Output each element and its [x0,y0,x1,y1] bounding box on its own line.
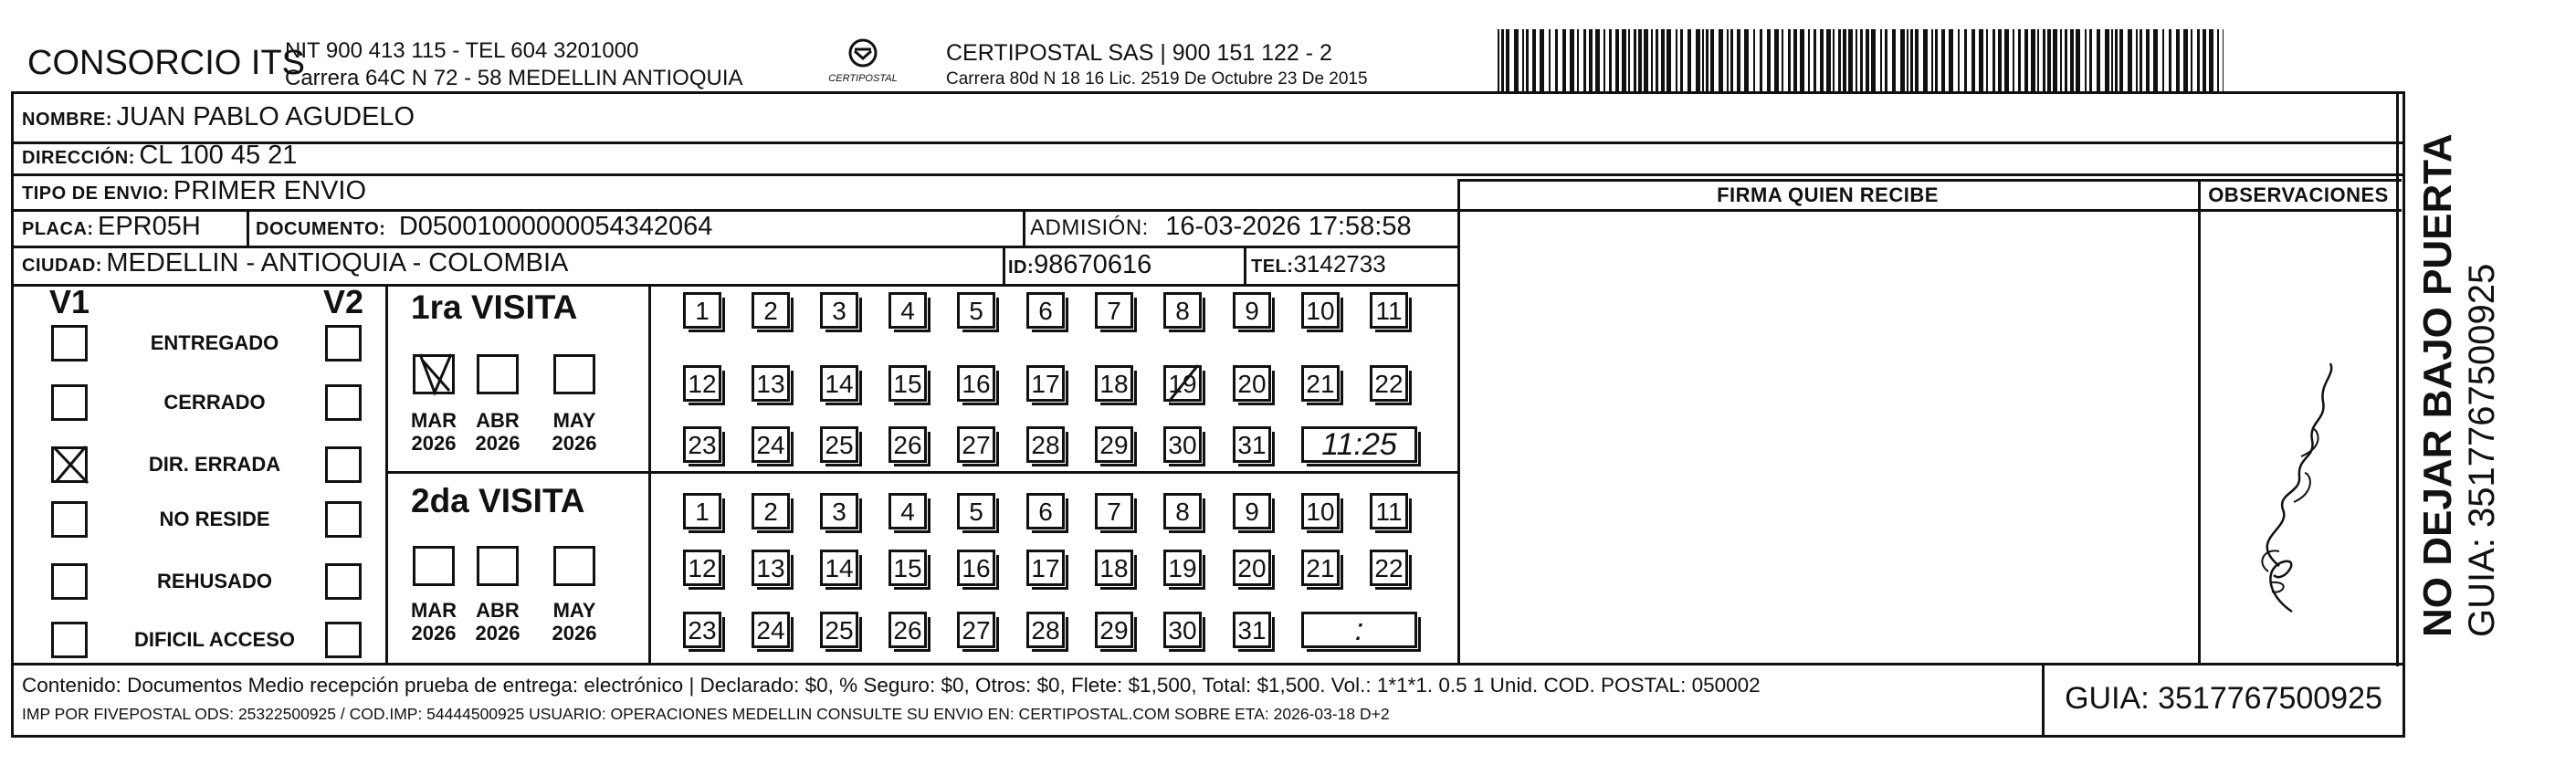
visit1-day-box[interactable]: 18 [1095,365,1133,402]
side-text [2415,89,2525,637]
v1-checkbox[interactable] [51,563,88,600]
v2-label: V2 [323,283,364,320]
visit2-day-box[interactable]: 12 [683,550,721,586]
v2-checkbox[interactable] [325,563,362,600]
visit1-day-box[interactable]: 28 [1026,426,1065,463]
visit1-day-box[interactable]: 27 [957,426,995,463]
id-value: 98670616 [1034,250,1152,279]
placa-divider [247,209,249,246]
visit1-day-box[interactable]: 12 [683,365,721,402]
check-mark-icon [46,439,97,495]
admision-label: ADMISIÓN: [1030,215,1149,240]
visit1-day-box[interactable]: 7 [1095,292,1133,329]
visit1-day-box[interactable]: 6 [1026,292,1065,329]
visit1-day-box[interactable]: 17 [1026,365,1065,402]
v1-label: V1 [49,283,90,320]
side-warning: NO DEJAR BAJO PUERTA [2415,133,2460,637]
v2-checkbox[interactable] [325,384,362,421]
visit1-time-box[interactable]: 11:25 [1301,426,1417,463]
imp-text: IMP POR FIVEPOSTAL ODS: 25322500925 / COD.IMP: 54444500925 USUARIO: OPERACIONES MEDELLIN CONSULTE SU ENVIO EN: CERTIPOSTAL.COM SOBRE ETA: 2026-03-18 D+2 [22,705,1390,723]
visit2-day-box[interactable]: 10 [1301,493,1340,529]
carrier-address: Carrera 80d N 18 16 Lic. 2519 De Octubre 23 De 2015 [946,69,1368,89]
visit1-day-box[interactable]: 19 [1163,365,1202,402]
signature-left-border [1457,179,1460,665]
visit2-month-label [402,599,466,644]
row-divider [11,141,2405,144]
visit2-day-box[interactable]: 29 [1095,612,1133,648]
status-label: DIFICIL ACCESO [133,628,295,651]
barcode [1498,29,2224,93]
side-guia: GUIA: 3517767500925 [2462,263,2502,637]
v2-checkbox[interactable] [325,446,362,483]
month-year: 2026 [411,432,457,455]
v1-checkbox[interactable] [51,501,88,538]
visit1-day-box[interactable]: 22 [1370,365,1408,402]
v2-checkbox[interactable] [325,622,362,658]
status-label: NO RESIDE [159,508,270,530]
ciudad-row [22,248,568,278]
visit1-day-box[interactable]: 8 [1163,292,1202,329]
visit1-month-label [402,409,466,455]
placa-value: EPR05H [98,212,201,241]
documento-label: DOCUMENTO: [256,219,386,239]
id-label: ID: [1008,257,1035,278]
documento-value: D05001000000054342064 [398,212,713,241]
month-year: 2026 [475,432,520,455]
visit2-day-box[interactable]: 5 [957,493,995,529]
carrier-name: CERTIPOSTAL SAS | 900 151 122 - 2 [946,40,1332,66]
direccion-row [22,141,297,171]
visit2-day-box[interactable]: 22 [1370,550,1408,586]
visit2-day-box[interactable]: 15 [888,550,927,586]
visit1-month-label [466,409,530,455]
visit1-day-box[interactable]: 16 [957,365,995,402]
firma-header: FIRMA QUIEN RECIBE [1717,183,1939,206]
visit1-day-box[interactable]: 24 [752,426,790,463]
visit2-day-box[interactable]: 28 [1026,612,1065,648]
month-year: 2026 [552,622,597,644]
ciudad-label: CIUDAD: [22,256,102,276]
visit2-time-box[interactable]: : [1301,612,1417,648]
obs-left-border [2198,179,2201,665]
tel-row [1251,250,1386,278]
id-divider [1003,246,1005,284]
placa-row [22,212,201,242]
company-name: CONSORCIO ITS [27,44,306,82]
visit2-month-checkbox[interactable] [413,546,455,586]
v1-checkbox[interactable] [51,325,88,362]
visit1-day-box[interactable]: 9 [1233,292,1271,329]
visit2-month-label [466,599,530,644]
visit2-day-box[interactable]: 6 [1026,493,1065,529]
visit2-day-box[interactable]: 3 [820,493,858,529]
month-name: MAR [410,599,457,622]
visit1-day-box[interactable]: 13 [752,365,790,402]
observaciones-header: OBSERVACIONES [2208,183,2389,206]
certipostal-logo [822,37,904,91]
visit2-day-box[interactable]: 17 [1026,550,1065,586]
visit1-day-box[interactable]: 15 [888,365,927,402]
id-row [1008,250,1151,280]
tel-divider [1244,246,1246,284]
month-year: 2026 [411,622,457,644]
visit2-day-box[interactable]: 27 [957,612,995,648]
visit1-month-label [542,409,606,455]
visit1-day-box[interactable]: 5 [957,292,995,329]
visit2-day-box[interactable]: 1 [683,493,721,529]
visit1-day-box[interactable]: 11 [1370,292,1408,329]
month-name: ABR [476,599,520,622]
nombre-row [22,102,415,132]
visit1-day-box[interactable]: 4 [888,292,927,329]
visit2-day-box[interactable]: 19 [1163,550,1202,586]
row-divider [11,173,2405,176]
tipo-label: TIPO DE ENVIO: [22,183,170,204]
visit1-month-checkbox[interactable] [553,354,595,394]
direccion-label: DIRECCIÓN: [22,148,135,168]
admision-row [1030,212,1412,242]
visit2-day-box[interactable]: 8 [1163,493,1202,529]
tipo-value: PRIMER ENVIO [173,176,367,205]
row-divider [11,284,1460,287]
signature-header-divider [1457,179,2402,182]
month-name: MAY [552,599,596,622]
documento-row [256,212,712,242]
signature-header-divider [1457,209,2402,212]
nombre-label: NOMBRE: [22,110,113,130]
visit2-day-box[interactable]: 21 [1301,550,1340,586]
visit2-day-box[interactable]: 9 [1233,493,1271,529]
direccion-value: CL 100 45 21 [139,141,298,170]
month-name: ABR [476,409,520,432]
v1-checkbox[interactable] [51,622,88,658]
visit2-title: 2da VISITA [411,482,585,519]
footer-guia: GUIA: 3517767500925 [2065,681,2382,716]
logo-text: CERTIPOSTAL [828,73,898,84]
visit1-day-box[interactable]: 10 [1301,292,1340,329]
contenido-text: Contenido: Documentos Medio recepción prueba de entrega: electrónico | Declarado: $0, % Seguro: $0, Otros: $0, Flete: $1,500, Total: $1,500. Vol.: 1*1*1. 0.5 1 Unid. COD. POSTAL: 050002 [22,674,1761,697]
footer-divider [11,663,2405,665]
visit2-day-box[interactable]: 20 [1233,550,1271,586]
placa-label: PLACA: [22,219,94,239]
visit1-month-checkbox[interactable] [477,354,519,394]
visit1-day-box[interactable]: 26 [888,426,927,463]
visit1-day-box[interactable]: 31 [1233,426,1271,463]
visit2-day-box[interactable]: 24 [752,612,790,648]
visit2-day-box[interactable]: 26 [888,612,927,648]
visit2-day-box[interactable]: 18 [1095,550,1133,586]
month-name: MAR [410,409,457,432]
month-year: 2026 [475,622,520,644]
tel-label: TEL: [1251,257,1294,277]
status-label: ENTREGADO [150,331,279,354]
admision-divider [1023,209,1025,246]
visit1-day-box[interactable]: 20 [1233,365,1271,402]
visit2-day-box[interactable]: 23 [683,612,721,648]
tel-value: 3142733 [1293,250,1386,278]
recipient-signature [2228,356,2356,621]
check-mark-icon [1162,362,1205,410]
month-name: MAY [552,409,596,432]
company-address: Carrera 64C N 72 - 58 MEDELLIN ANTIOQUIA [285,66,743,90]
visit2-month-label [542,599,606,644]
visit1-day-box[interactable]: 23 [683,426,721,463]
company-nit: NIT 900 413 115 - TEL 604 3201000 [285,38,639,63]
visit2-day-box[interactable]: 2 [752,493,790,529]
v2-checkbox[interactable] [325,501,362,538]
visit1-title: 1ra VISITA [411,288,578,326]
visit1-day-box[interactable]: 3 [820,292,858,329]
visit2-day-box[interactable]: 13 [752,550,790,586]
visit2-day-box[interactable]: 7 [1095,493,1133,529]
visit1-day-box[interactable]: 25 [820,426,858,463]
visit2-day-box[interactable]: 14 [820,550,858,586]
nombre-value: JUAN PABLO AGUDELO [116,102,415,131]
visit2-day-box[interactable]: 31 [1233,612,1271,648]
ciudad-value: MEDELLIN - ANTIOQUIA - COLOMBIA [106,248,569,278]
visit2-day-box[interactable]: 4 [888,493,927,529]
status-label: CERRADO [163,391,266,414]
check-mark-icon [415,351,457,401]
right-border [2396,91,2399,666]
visit1-day-box[interactable]: 1 [683,292,721,329]
month-year: 2026 [552,432,597,455]
visit2-day-box[interactable]: 11 [1370,493,1408,529]
visit2-month-checkbox[interactable] [553,546,595,586]
visit1-day-box[interactable]: 30 [1163,426,1202,463]
status-label: DIR. ERRADA [148,453,281,476]
status-label: REHUSADO [157,570,272,592]
v1-checkbox[interactable] [51,384,88,421]
visit2-month-checkbox[interactable] [477,546,519,586]
visit1-day-box[interactable]: 2 [752,292,790,329]
visit1-day-box[interactable]: 29 [1095,426,1133,463]
visit1-day-box[interactable]: 14 [820,365,858,402]
visit1-day-box[interactable]: 21 [1301,365,1340,402]
visit2-day-box[interactable]: 30 [1163,612,1202,648]
tipo-row [22,176,366,206]
visit-divider [385,471,1459,474]
visit2-day-box[interactable]: 16 [957,550,995,586]
visit2-day-box[interactable]: 25 [820,612,858,648]
admision-value: 16-03-2026 17:58:58 [1165,212,1412,241]
v2-checkbox[interactable] [325,325,362,362]
